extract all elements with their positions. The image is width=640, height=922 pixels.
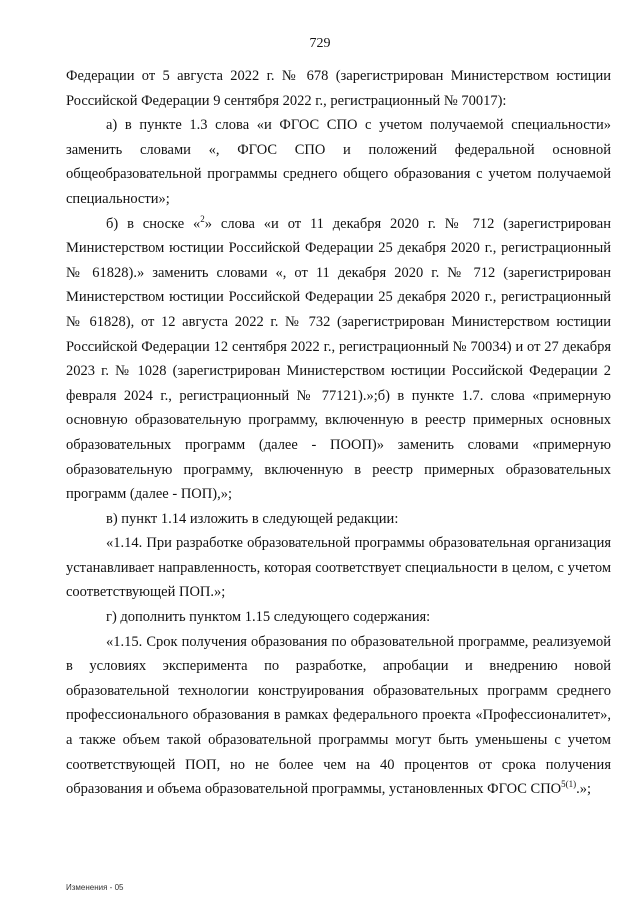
- paragraph-item-g: г) дополнить пунктом 1.15 следующего содержания:: [106, 609, 431, 626]
- paragraph-item-b: [66, 212, 611, 507]
- paragraph-item-b-start: б) в сноске «: [106, 215, 201, 232]
- paragraph-quote-1-15: [66, 630, 611, 802]
- paragraph-item-v: в) пункт 1.14 изложить в следующей редакции:: [106, 510, 399, 527]
- paragraph-quote-1-14: «1.14. При разработке образовательной программы образовательная организация устанавливает направленность, которая соответствует специальности в целом, с учетом соответствующей ПОП.»;: [66, 535, 611, 601]
- paragraph-quote-1-15-end: .»;: [576, 781, 592, 798]
- page-number: 729: [309, 36, 331, 51]
- footnote-ref: 5(1): [561, 779, 577, 790]
- paragraph-item-a: а) в пункте 1.3 слова «и ФГОС СПО с учетом получаемой специальности» заменить словами «, ФГОС СПО и положений федеральной основной общеобразовательной программы среднего общего образования с учетом получаемой специальности»;: [66, 117, 611, 207]
- page-footer: Изменения - 05: [66, 883, 124, 892]
- document-body: [66, 64, 611, 802]
- paragraph-item-b-rest: » слова «и от 11 декабря 2020 г. № 712 (зарегистрирован Министерством юстиции Российской Федерации 25 декабря 2020 г., регистрационный № 61828).» заменить словами «, от 11 декабря 2020 г. № 712 (зарегистрирован Министерством юстиции Российской Федерации 25 декабря 2020 г., регистрационный № 61828), от 12 августа 2022 г. № 732 (зарегистрирован Министерством юстиции Российской Федерации 12 сентября 2022 г., регистрационный № 70034) и от 27 декабря 2023 г. № 1028 (зарегистрирован Министерством юстиции Российской Федерации 2 февраля 2024 г., регистрационный № 77121).»;б) в пункте 1.7. слова «примерную основную образовательную программу, включенную в реестр примерных основных образовательных программ (далее - ПООП)» заменить словами «примерную образовательную программу, включенную в реестр примерных образовательных программ (далее - ПОП),»;: [66, 215, 612, 503]
- paragraph-intro: Федерации от 5 августа 2022 г. № 678 (зарегистрирован Министерством юстиции Российской Федерации 9 сентября 2022 г., регистрационный № 70017):: [66, 68, 611, 109]
- paragraph-quote-1-15-start: «1.15. Срок получения образования по образовательной программе, реализуемой в условиях эксперимента по разработке, апробации и внедрению новой образовательной технологии конструирования образовательных программ среднего профессионального образования в рамках федерального проекта «Профессионалитет», а также объем такой образовательной программы могут быть уменьшены с учетом соответствующей ПОП, но не более чем на 40 процентов от срока получения образования и объема образовательной программы, установленных ФГОС СПО: [66, 633, 611, 798]
- footnote-ref: 2: [200, 213, 205, 224]
